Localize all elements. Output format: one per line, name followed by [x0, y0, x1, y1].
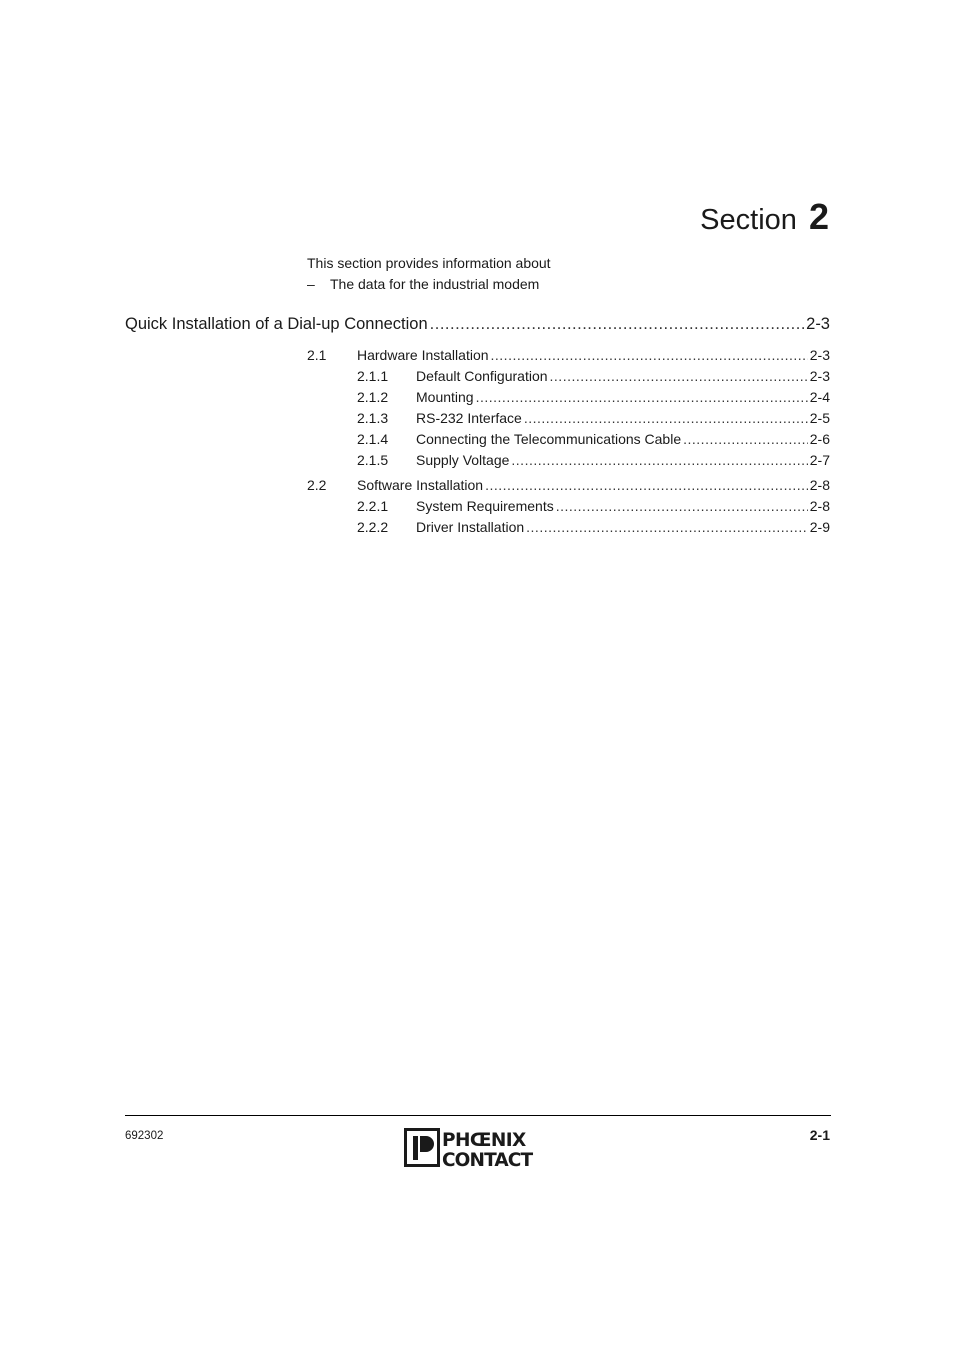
- toc-entry-number: 2.1.5: [357, 452, 389, 468]
- toc-entry-title: Driver Installation: [416, 519, 525, 535]
- section-intro: [307, 253, 551, 295]
- toc-leader: [550, 368, 808, 384]
- section-number: 2: [808, 196, 829, 237]
- phoenix-contact-logo: [404, 1128, 552, 1173]
- intro-lead: This section provides information about: [307, 255, 551, 271]
- toc-entry-title: Supply Voltage: [416, 452, 510, 468]
- toc-entry-2-1[interactable]: [307, 347, 830, 363]
- toc-entry-page: 2-8: [809, 498, 830, 514]
- toc-leader: [511, 452, 807, 468]
- toc-entry-number: 2.2: [307, 477, 327, 493]
- bullet-dash: –: [307, 276, 315, 292]
- toc-entry-title: Hardware Installation: [357, 347, 489, 363]
- intro-bullet: [307, 274, 551, 295]
- toc-entry-page: 2-5: [809, 410, 830, 426]
- toc-entry-number: 2.1.1: [357, 368, 389, 384]
- toc-entry-title: System Requirements: [416, 498, 554, 514]
- toc-entry-page: 2-9: [809, 519, 830, 535]
- toc-entry-number: 2.2.2: [357, 519, 389, 535]
- toc-leader: [683, 431, 808, 447]
- toc-entry-title: Mounting: [416, 389, 474, 405]
- logo-line-1: PHŒNIX: [442, 1130, 526, 1151]
- page-number: 2-1: [809, 1127, 830, 1143]
- toc-entry-title: Default Configuration: [416, 368, 548, 384]
- toc-leader: [526, 519, 808, 535]
- toc-entry-2-1-3[interactable]: [357, 410, 830, 426]
- toc-leader: [430, 315, 804, 334]
- section-word: Section: [700, 204, 797, 236]
- toc-entry-page: 2-3: [809, 347, 830, 363]
- toc-main-page: 2-3: [806, 315, 830, 333]
- toc-entry-2-1-4[interactable]: [357, 431, 830, 447]
- toc-entry-number: 2.1.3: [357, 410, 389, 426]
- toc-entry-page: 2-7: [809, 452, 830, 468]
- toc-entry-2-1-1[interactable]: [357, 368, 830, 384]
- section-heading: [700, 196, 829, 238]
- toc-main-title: Quick Installation of a Dial-up Connection: [125, 315, 428, 333]
- toc-entry-title: RS-232 Interface: [416, 410, 522, 426]
- toc-entry-2-1-2[interactable]: [357, 389, 830, 405]
- toc-entry-page: 2-6: [809, 431, 830, 447]
- toc-entry-2-2[interactable]: [307, 477, 830, 493]
- toc-leader: [491, 347, 808, 363]
- toc-leader: [476, 389, 808, 405]
- toc-main-entry[interactable]: [125, 315, 830, 334]
- toc-entry-number: 2.1.2: [357, 389, 389, 405]
- footer-divider: [125, 1115, 831, 1116]
- toc-entry-page: 2-3: [809, 368, 830, 384]
- toc-entry-title: Software Installation: [357, 477, 484, 493]
- toc-leader: [556, 498, 808, 514]
- toc-entry-2-2-2[interactable]: [357, 519, 830, 535]
- toc-leader: [524, 410, 808, 426]
- toc-entry-number: 2.2.1: [357, 498, 389, 514]
- logo-line-2: CONTACT: [442, 1150, 533, 1168]
- toc-entry-page: 2-4: [809, 389, 830, 405]
- toc-entry-title: Connecting the Telecommunications Cable: [416, 431, 682, 447]
- toc-entry-2-2-1[interactable]: [357, 498, 830, 514]
- toc-leader: [485, 477, 808, 493]
- toc-entry-2-1-5[interactable]: [357, 452, 830, 468]
- document-number: 692302: [125, 1130, 164, 1142]
- toc-entry-page: 2-8: [809, 477, 830, 493]
- bullet-text: The data for the industrial modem: [330, 276, 540, 292]
- toc-entry-number: 2.1.4: [357, 431, 389, 447]
- toc-entry-number: 2.1: [307, 347, 327, 363]
